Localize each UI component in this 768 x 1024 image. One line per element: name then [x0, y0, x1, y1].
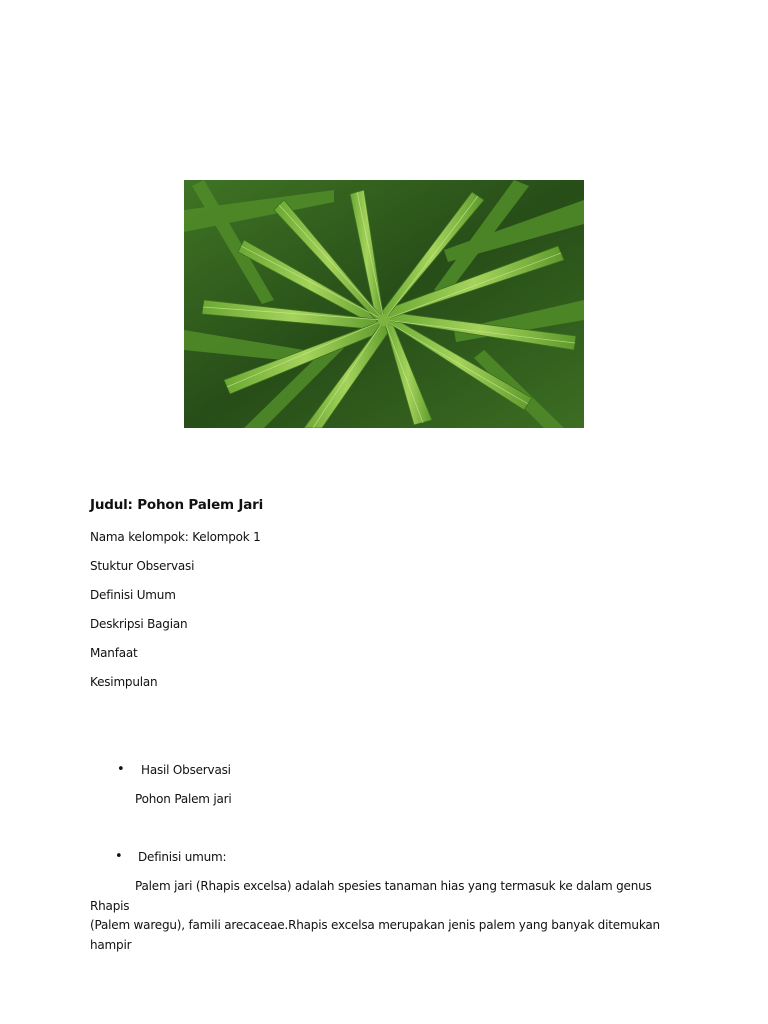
- palm-leaves-illustration: [184, 180, 584, 428]
- paragraph-line-2: (Palem waregu), famili arecaceae.Rhapis excelsa merupakan jenis palem yang banyak ditemukan hampir: [90, 918, 660, 952]
- structure-heading-line: Stuktur Observasi: [90, 559, 195, 573]
- bullet-dot: •: [115, 849, 123, 864]
- palm-leaves-photo: [184, 180, 584, 428]
- structure-item-definition: Definisi Umum: [90, 588, 176, 602]
- document-title: Judul: Pohon Palem Jari: [90, 497, 264, 513]
- bullet-definition-label: Definisi umum:: [138, 850, 227, 864]
- group-name-line: Nama kelompok: Kelompok 1: [90, 530, 261, 544]
- structure-item-conclusion: Kesimpulan: [90, 675, 158, 689]
- structure-item-benefits: Manfaat: [90, 646, 138, 660]
- structure-item-parts: Deskripsi Bagian: [90, 617, 188, 631]
- observation-subject: Pohon Palem jari: [135, 792, 232, 806]
- bullet-observation-label: Hasil Observasi: [141, 763, 231, 777]
- bullet-dot: •: [117, 762, 125, 777]
- definition-paragraph: [90, 877, 690, 955]
- paragraph-line-1: Palem jari (Rhapis excelsa) adalah spesies tanaman hias yang termasuk ke dalam genus Rhapis: [90, 879, 652, 913]
